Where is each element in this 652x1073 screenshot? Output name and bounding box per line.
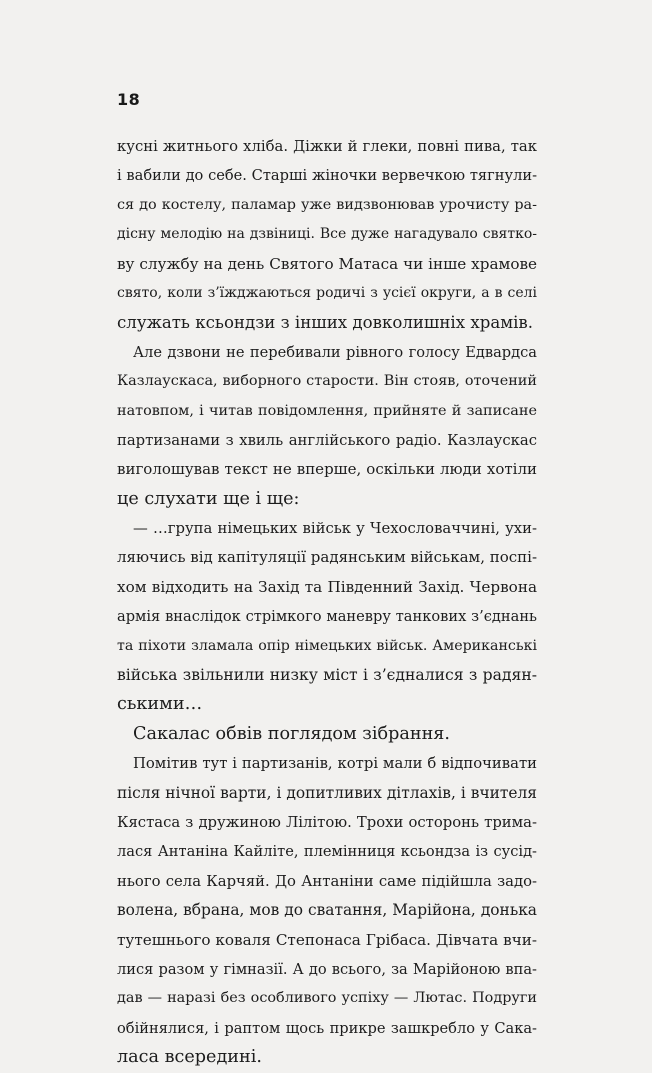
text-line: нього села Карчяй. До Антаніни саме підійшла задо- xyxy=(117,872,537,890)
text-line: це слухати ще і ще: xyxy=(117,488,300,509)
text-line: та піхоти зламала опір німецьких військ. Американські xyxy=(117,637,537,654)
text-line: партизанами з хвиль англійського радіо. Казлаускас xyxy=(117,431,537,449)
page-number: 18 xyxy=(117,90,141,109)
text-line: ву службу на день Святого Матаса чи інше храмове xyxy=(117,254,537,273)
text-line: армія внаслідок стрімкого маневру танкових з’єднань xyxy=(117,608,537,626)
body-text xyxy=(117,132,537,1073)
text-line: ськими… xyxy=(117,694,203,715)
text-line: війська звільнили низку міст і з’єдналися з радян- xyxy=(117,666,537,685)
text-line: ляючись від капітуляції радянським військам, поспі- xyxy=(117,548,537,567)
text-line: кусні житнього хліба. Діжки й глеки, повні пива, так xyxy=(117,138,537,155)
text-line: після нічної варти, і допитливих дітлахів, і вчителя xyxy=(117,783,537,802)
text-line: служать ксьондзи з інших довколишніх храмів. xyxy=(117,313,534,333)
text-line: Кястаса з дружиною Лілітою. Трохи осторонь трима- xyxy=(117,813,537,831)
text-line: обійнялися, і раптом щось прикре зашкребло у Сака- xyxy=(117,1019,537,1037)
text-line: волена, вбрана, мов до сватання, Марійона, донька xyxy=(117,901,537,920)
text-line: лися разом у гімназії. А до всього, за Марійоною впа- xyxy=(117,960,537,978)
text-line: Але дзвони не перебивали рівного голосу Едвардса xyxy=(133,343,537,361)
text-line: і вабили до себе. Старші жіночки вервечкою тягнули- xyxy=(117,167,537,185)
text-line: ласа всередині. xyxy=(117,1047,262,1068)
text-line: свято, коли з’їжджаються родичі з усієї округи, а в селі xyxy=(117,284,537,301)
text-line: — …група німецьких військ у Чехословаччині, ухи- xyxy=(133,520,537,538)
text-line: лася Антаніна Кайліте, племінниця ксьондза із сусід- xyxy=(117,843,537,861)
text-line: тутешнього коваля Степонаса Грібаса. Дівчата вчи- xyxy=(117,930,537,949)
text-line: дісну мелодію на дзвіниці. Все дуже нагадувало святко- xyxy=(117,226,537,243)
text-line: Помітив тут і партизанів, котрі мали б відпочивати xyxy=(133,755,537,773)
text-line: виголошував текст не вперше, оскільки люди хотіли xyxy=(117,460,537,479)
text-line: натовпом, і читав повідомлення, прийняте й записане xyxy=(117,402,537,419)
text-line: хом відходить на Захід та Південний Захід. Червона xyxy=(117,577,537,596)
text-line: дав — наразі без особливого успіху — Лютас. Подруги xyxy=(117,990,537,1007)
text-line: ся до костелу, паламар уже видзвонював урочисту ра- xyxy=(117,196,537,213)
text-line: Казлаускаса, виборного старости. Він стояв, оточений xyxy=(117,373,537,390)
text-line: Сакалас обвів поглядом зібрання. xyxy=(133,723,450,744)
